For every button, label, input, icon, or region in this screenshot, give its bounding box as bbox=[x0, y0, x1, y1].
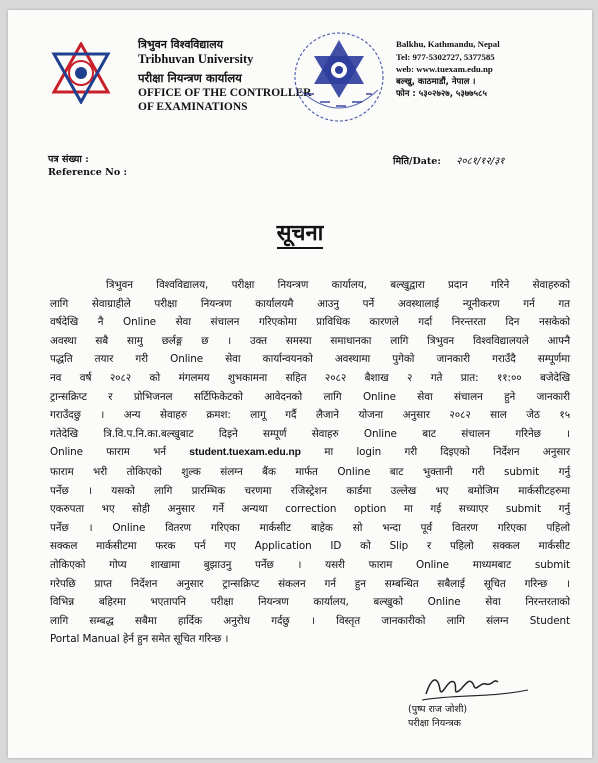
signer-designation: परीक्षा नियन्त्रक bbox=[408, 718, 461, 729]
website: web: www.tuexam.edu.np bbox=[396, 64, 493, 74]
body-line: गराउँदछु । अन्य सेवाहरु क्रमश: लागू गर्दै लैजाने योजना अनुसार २०८२ साल जेठ १५ bbox=[50, 409, 570, 422]
reference-block bbox=[48, 153, 127, 179]
date-value: २०८१/१२/३१ bbox=[456, 156, 505, 167]
body-line: सक्कल मार्कसीटमा फरक पर्न गए Application ID को Slip र पहिलो सक्कल मार्कसीट bbox=[50, 540, 570, 553]
body-line: Portal Manual हेर्न हुन समेत सूचित गरिन्छ । bbox=[50, 633, 229, 646]
notice-body bbox=[50, 276, 570, 649]
address-np: बल्खु, काठमाडौं, नेपाल । bbox=[396, 76, 476, 87]
university-header bbox=[138, 38, 312, 114]
body-line: लागि सेवाग्राहीले परीक्षा नियन्त्रण कार्यालयमै आउनु पर्ने अवस्थालाई न्यूनीकरण गर्न गत bbox=[50, 297, 570, 310]
notice-title-text: सूचना bbox=[277, 221, 324, 249]
notice-sheet bbox=[8, 10, 592, 758]
body-line: पर्नेछ । Online वितरण गरिएका मार्कसीट बाहेक सो भन्दा पूर्व वितरण गरिएका पहिलो bbox=[50, 521, 570, 534]
university-name-en: Tribhuvan University bbox=[138, 52, 254, 66]
body-line: ट्रान्सक्रिप्ट र प्रोभिजनल सर्टिफिकेटको आवेदनको लागि Online सेवा संचालन हुने जानकारी bbox=[50, 390, 570, 403]
signer-block bbox=[408, 703, 467, 731]
office-name-np: परीक्षा नियन्त्रण कार्यालय bbox=[138, 71, 242, 85]
student-portal-url: student.tuexam.edu.np bbox=[189, 447, 301, 459]
body-line: तोकिएको गोप्य शाखामा बुझाउनु पर्नेछ । यसरी फाराम Online माध्यमबाट submit bbox=[50, 558, 570, 571]
handwritten-signature-icon bbox=[418, 668, 538, 704]
date-label: मिति/Date: bbox=[393, 156, 441, 167]
body-line: अवस्था सबै सामु छर्लङ्ग छ । उक्त समस्या समाधानका लागि त्रिभुवन विश्वविद्यालयले आफ्नै bbox=[50, 334, 570, 347]
telephone-np: फोन : ५३०२७२७, ५३७७५८५ bbox=[396, 89, 487, 99]
reference-no-label: Reference No : bbox=[48, 167, 127, 178]
body-line: पर्नेछ । यसको लागि प्रारम्भिक चरणमा रजिस्ट्रेशन कार्डमा उल्लेख भए बमोजिम मार्कसीटहरुमा bbox=[50, 484, 570, 497]
body-line: गतेदेखि त्रि.वि.प.नि.का.बल्खुबाट दिइने सम्पूर्ण सेवाहरु Online बाट संचालन गरिनेछ । bbox=[50, 427, 570, 440]
notice-title bbox=[8, 217, 592, 247]
body-line: नव वर्ष २०८२ को मंगलमय शुभकामना सहित २०८२ बैशाख २ गते प्रात: ११:०० बजेदेखि bbox=[50, 371, 570, 384]
contact-block bbox=[396, 38, 586, 101]
signer-name: (पुष्प राज जोशी) bbox=[408, 704, 468, 715]
tribhuvan-university-emblem-icon bbox=[50, 42, 112, 104]
body-line: वर्षदेखि नै Online सेवा संचालन गरिएकोमा प्राविधिक कारणले गर्दा निरन्तरता दिन नसकेको bbox=[50, 316, 570, 329]
body-line: पद्धति तयार गरी Online सेवा कार्यान्वयनको अवस्थामा पुगेको जानकारी गराउँदै सम्पूर्णमा bbox=[50, 353, 570, 366]
body-line: फाराम भरी तोकिएको शुल्क संलग्न बैंक मार्फत Online बाट भुक्तानी गरी submit गर्नु bbox=[50, 465, 570, 478]
body-line: विभिन्न बहिरमा भएतापनि परीक्षा नियन्त्रण कार्यालय, बल्खुको Online सेवा निरन्तरताको bbox=[50, 596, 570, 609]
body-line: Online फाराम भर्न student.tuexam.edu.np मा login गरी दिइएको निर्देशन अनुसार bbox=[50, 446, 570, 459]
patra-sankhya-label: पत्र संख्या : bbox=[48, 154, 89, 165]
telephone-en: Tel: 977-5302727, 5377585 bbox=[396, 51, 495, 62]
office-name-en-1: OFFICE OF THE CONTROLLER bbox=[138, 87, 312, 99]
body-line: लागि सम्बद्ध सबैमा हार्दिक अनुरोध गर्दछु । विस्तृत जानकारीको लागि संलग्न Student bbox=[50, 614, 570, 627]
office-name-en-2: OF EXAMINATIONS bbox=[138, 101, 248, 113]
body-line: गरेपछि प्राप्त निर्देशन अनुसार ट्रान्सक्रिप्ट संकलन गर्न हुन सम्बन्धित सबैलाई सूचित गरिन्छ । bbox=[50, 577, 570, 590]
body-line: एकरुपता भए सोही अनुसार गर्ने अन्यथा correction option मा गई सच्याएर submit गर्नु bbox=[50, 503, 570, 516]
date-block bbox=[393, 153, 504, 167]
address-en: Balkhu, Kathmandu, Nepal bbox=[396, 39, 500, 49]
body-line: त्रिभुवन विश्वविद्यालय, परीक्षा नियन्त्रण कार्यालय, बल्खुद्वारा प्रदान गरिने सेवाहरुको bbox=[106, 279, 570, 291]
office-stamp-icon bbox=[290, 28, 388, 126]
university-name-np: त्रिभुवन विश्वविद्यालय bbox=[138, 38, 224, 51]
